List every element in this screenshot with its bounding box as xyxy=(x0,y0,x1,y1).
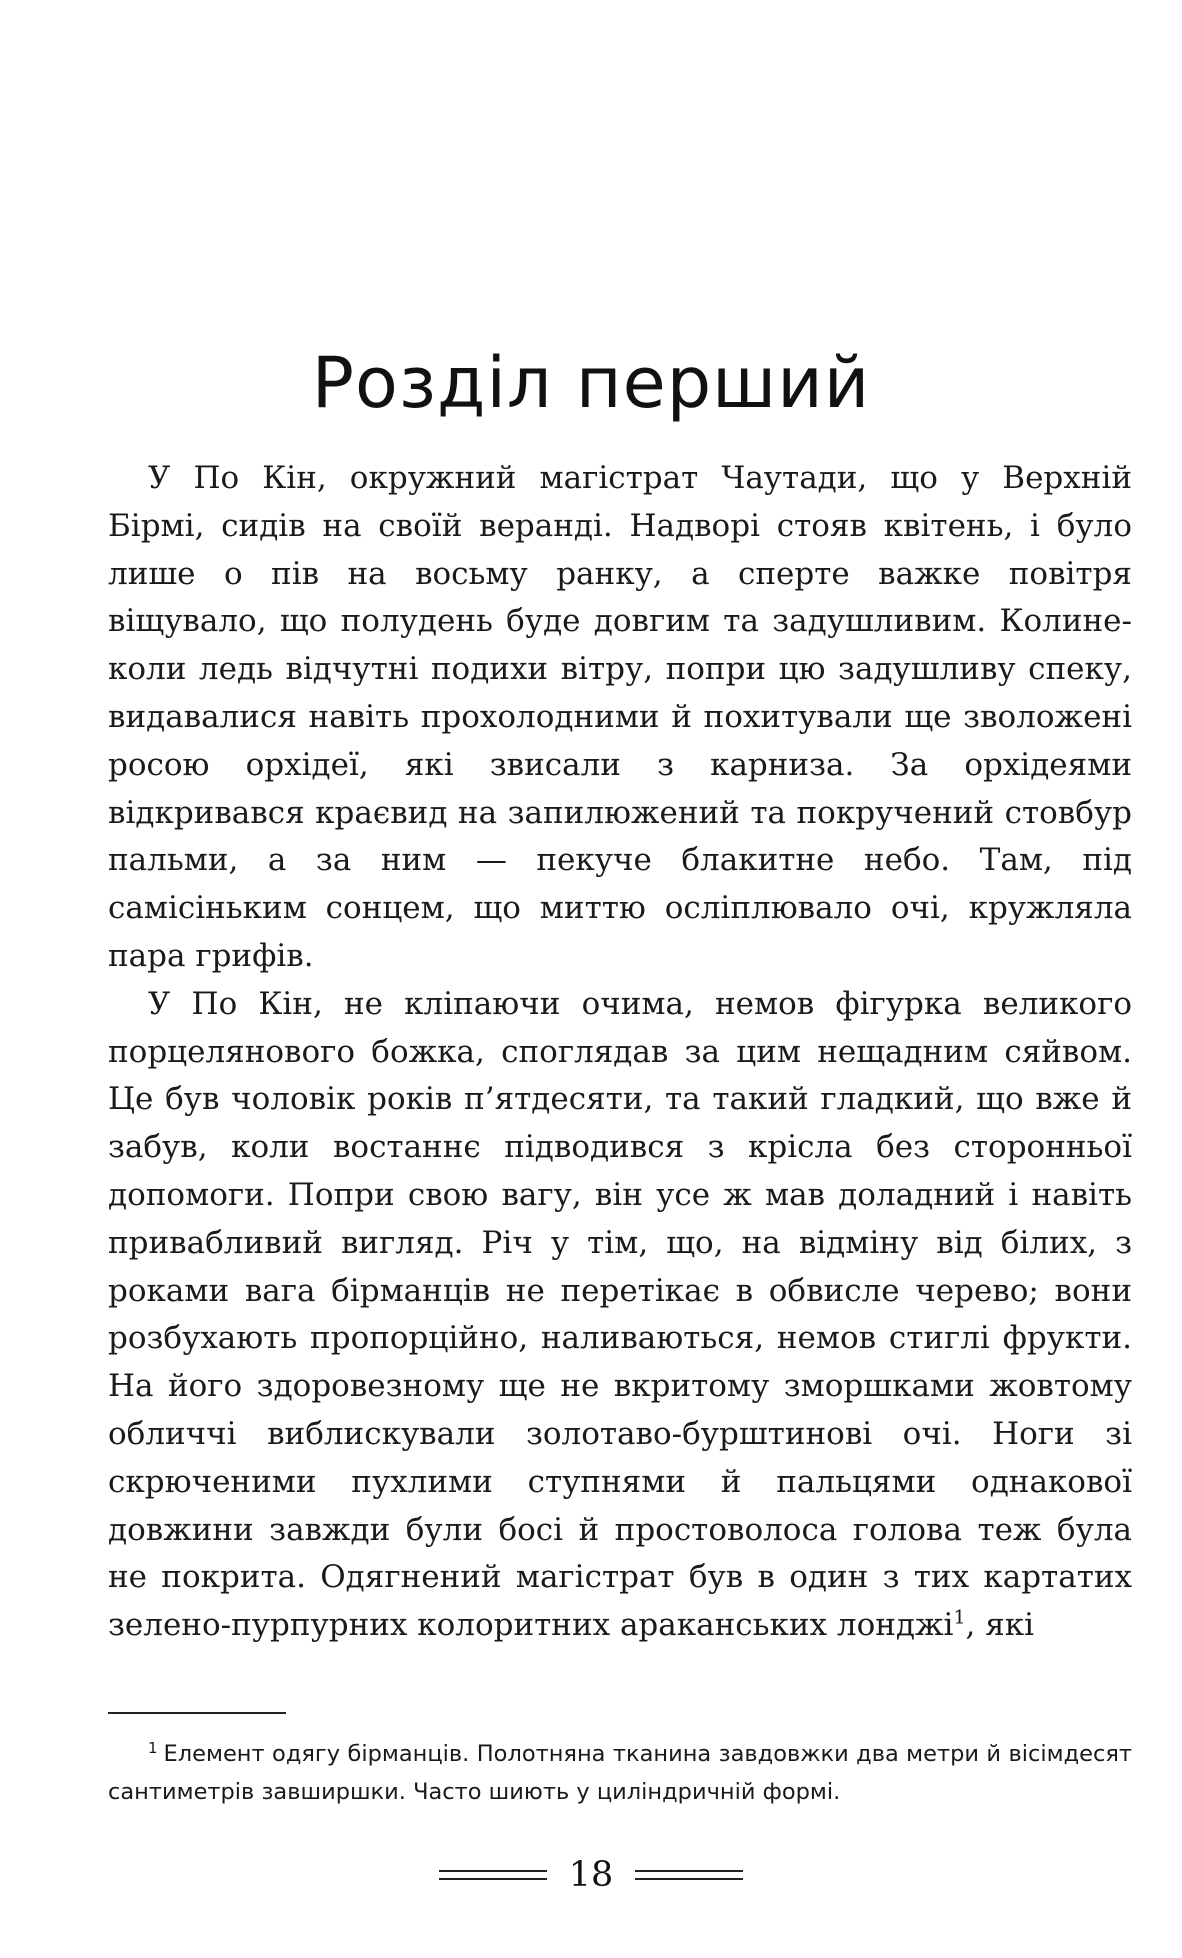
footnote-divider xyxy=(108,1712,286,1714)
right-ornament xyxy=(635,1870,743,1880)
paragraph-1: У По Кін, окружний магістрат Чаутади, що у Верхній Бірмі, сидів на своїй веранді. Надворі стояв квітень, і було лише о пів на восьму ранку, а сперте важке повітря віщувало, що полудень буде довгим та задушливим. Колине-коли ледь відчутні подихи вітру, попри цю задушливу спеку, видавалися навіть прохолодними й похитували ще зволожені росою орхідеї, які звисали з карниза. За орхідеями відкривався краєвид на запилюжений та покручений стовбур пальми, а за ним — пекуче блакитне небо. Там, під самісіньким сонцем, що миттю осліплювало очі, кружляла пара грифів. xyxy=(108,460,1132,974)
chapter-title: Розділ перший xyxy=(311,341,871,424)
paragraph-2 xyxy=(108,981,1132,1650)
paragraph-2-text: У По Кін, не кліпаючи очима, немов фігурка великого порцелянового божка, споглядав за цим нещадним сяйвом. Це був чоловік років п’ятдесяти, та такий гладкий, що вже й забув, коли востаннє підводився з крісла без сторонньої допомоги. Попри свою вагу, він усе ж мав доладний і навіть привабливий вигляд. Річ у тім, що, на відміну від білих, з роками вага бірманців не перетікає в обвисле черево; вони розбухають пропорційно, наливаються, немов стиглі фрукти. На його здоровезному ще не вкритому зморшками жовтому обличчі виблискували золотаво-бурштинові очі. Ноги зі скрюченими пухлими ступнями й пальцями однакової довжини завжди були босі й простоволоса голова теж була не покрита. Одягнений магістрат був в один з тих картатих зелено-пурпурних колоритних араканських лонджі xyxy=(108,985,1132,1644)
paragraph-2-end: , які xyxy=(965,1607,1035,1644)
footnote-text: Елемент одягу бірманців. Полотняна тканина завдовжки два метри й вісімдесят сантиметрів завширшки. Часто шиють у циліндричній формі. xyxy=(108,1741,1132,1805)
footnote xyxy=(108,1735,1132,1811)
page-footer xyxy=(0,1855,1182,1895)
body-text xyxy=(108,455,1132,1650)
footnote-marker: 1 xyxy=(148,1738,158,1757)
footnote-reference[interactable]: 1 xyxy=(953,1606,966,1629)
left-ornament xyxy=(439,1870,547,1880)
page-number: 18 xyxy=(568,1855,614,1895)
